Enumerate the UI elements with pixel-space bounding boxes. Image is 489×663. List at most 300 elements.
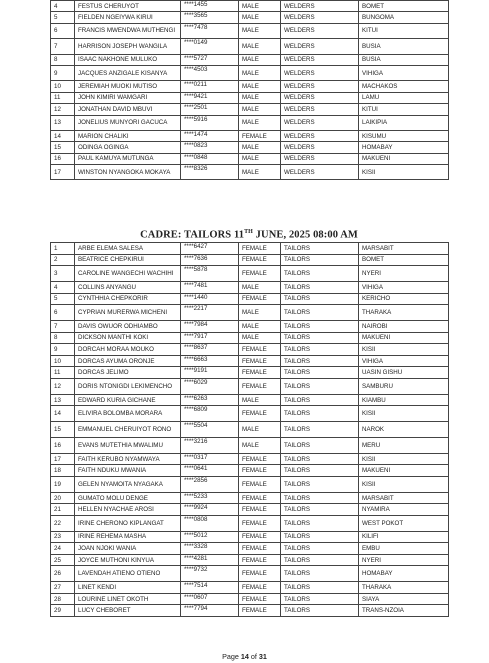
id-number-cell: ****7794 (181, 605, 239, 617)
applicant-name-cell: JEREMIAH MUOKI MUTISO (75, 81, 181, 92)
county-cell: KISII (359, 165, 449, 180)
row-number-cell: 10 (51, 355, 75, 367)
gender-cell: FEMALE (239, 130, 281, 141)
county-cell: BUSIA (359, 54, 449, 65)
county-cell: VIHIGA (359, 281, 449, 293)
applicant-name-cell: ELIVIRA BOLOMBA MORARA (75, 406, 181, 422)
row-number-cell: 4 (51, 1, 75, 12)
id-number-cell: ****2501 (181, 104, 239, 115)
table-row (51, 305, 449, 321)
gender-cell: MALE (239, 165, 281, 180)
table-row (51, 266, 449, 282)
table-row (51, 344, 449, 356)
table-row (51, 130, 449, 141)
trade-cell: TAILORS (281, 593, 359, 605)
county-cell: SIAYA (359, 593, 449, 605)
id-number-cell: ****0607 (181, 593, 239, 605)
row-number-cell: 12 (51, 104, 75, 115)
id-number-cell: ****7478 (181, 23, 239, 38)
trade-cell: WELDERS (281, 1, 359, 12)
table-row (51, 492, 449, 504)
applicant-name-cell: DORIS NTONIGDI LEKIMENCHO (75, 378, 181, 394)
page-total: 31 (258, 652, 267, 661)
table-row (51, 243, 449, 255)
id-number-cell: ****3328 (181, 543, 239, 555)
gender-cell: FEMALE (239, 476, 281, 492)
trade-cell: WELDERS (281, 54, 359, 65)
county-cell: HOMABAY (359, 566, 449, 582)
applicant-name-cell: PAUL KAMUYA MUTUNGA (75, 153, 181, 164)
applicant-name-cell: FRANCIS MWENDWA MUTHENGI (75, 23, 181, 38)
id-number-cell: ****7514 (181, 582, 239, 594)
id-number-cell: ****8637 (181, 344, 239, 356)
trade-cell: WELDERS (281, 23, 359, 38)
trade-cell: WELDERS (281, 153, 359, 164)
table-row (51, 142, 449, 153)
applicant-name-cell: EDWARD KURIA GICHANE (75, 394, 181, 406)
id-number-cell: ****4281 (181, 554, 239, 566)
table-row (51, 437, 449, 453)
id-number-cell: ****5878 (181, 266, 239, 282)
applicant-name-cell: HELLEN NYACHAE AROSI (75, 504, 181, 516)
gender-cell: FEMALE (239, 554, 281, 566)
row-number-cell: 29 (51, 605, 75, 617)
county-cell: MERU (359, 437, 449, 453)
table-row (51, 422, 449, 438)
id-number-cell: ****3565 (181, 12, 239, 23)
county-cell: KIAMBU (359, 394, 449, 406)
table-row (51, 281, 449, 293)
gender-cell: MALE (239, 12, 281, 23)
id-number-cell: ****6809 (181, 406, 239, 422)
county-cell: THARAKA (359, 305, 449, 321)
trade-cell: TAILORS (281, 367, 359, 379)
row-number-cell: 20 (51, 492, 75, 504)
table-row (51, 115, 449, 130)
trade-cell: TAILORS (281, 437, 359, 453)
table-row (51, 104, 449, 115)
id-number-cell: ****9924 (181, 504, 239, 516)
county-cell: BOMET (359, 1, 449, 12)
id-number-cell: ****5727 (181, 54, 239, 65)
applicant-name-cell: CYNTHHIA CHEPKORIR (75, 293, 181, 305)
gender-cell: FEMALE (239, 492, 281, 504)
table-row (51, 153, 449, 164)
applicant-name-cell: JONATHAN DAVID MBUVI (75, 104, 181, 115)
applicant-name-cell: JOAN NJOKI WANIA (75, 543, 181, 555)
county-cell: UASIN GISHU (359, 367, 449, 379)
gender-cell: MALE (239, 54, 281, 65)
trade-cell: TAILORS (281, 453, 359, 465)
row-number-cell: 12 (51, 378, 75, 394)
table-row (51, 531, 449, 543)
gender-cell: FEMALE (239, 293, 281, 305)
id-number-cell: ****0149 (181, 39, 239, 54)
applicant-name-cell: DORCAS JELIMO (75, 367, 181, 379)
gender-cell: FEMALE (239, 531, 281, 543)
id-number-cell: ****4503 (181, 65, 239, 80)
trade-cell: TAILORS (281, 254, 359, 266)
applicant-name-cell: DICKSON MANTHI KOKI (75, 332, 181, 344)
table-row (51, 394, 449, 406)
gender-cell: FEMALE (239, 504, 281, 516)
id-number-cell: ****7481 (181, 281, 239, 293)
id-number-cell: ****6663 (181, 355, 239, 367)
row-number-cell: 11 (51, 92, 75, 103)
county-cell: KILIFI (359, 531, 449, 543)
gender-cell: MALE (239, 437, 281, 453)
tailors-table (50, 242, 449, 617)
row-number-cell: 3 (51, 266, 75, 282)
gender-cell: FEMALE (239, 566, 281, 582)
row-number-cell: 7 (51, 320, 75, 332)
county-cell: MAKUENI (359, 465, 449, 477)
table-row (51, 39, 449, 54)
row-number-cell: 5 (51, 12, 75, 23)
id-number-cell: ****5504 (181, 422, 239, 438)
row-number-cell: 7 (51, 39, 75, 54)
trade-cell: TAILORS (281, 293, 359, 305)
applicant-name-cell: JOHN KIMIRI WAMGARI (75, 92, 181, 103)
county-cell: KISUMU (359, 130, 449, 141)
trade-cell: TAILORS (281, 582, 359, 594)
row-number-cell: 16 (51, 437, 75, 453)
table-row (51, 254, 449, 266)
table-row (51, 92, 449, 103)
table-row (51, 378, 449, 394)
county-cell: KITUI (359, 104, 449, 115)
gender-cell: MALE (239, 1, 281, 12)
trade-cell: TAILORS (281, 566, 359, 582)
applicant-name-cell: COLLINS ANYANGU (75, 281, 181, 293)
row-number-cell: 8 (51, 332, 75, 344)
applicant-name-cell: GUMATO MOLU DENGE (75, 492, 181, 504)
row-number-cell: 17 (51, 453, 75, 465)
gender-cell: FEMALE (239, 543, 281, 555)
county-cell: EMBU (359, 543, 449, 555)
gender-cell: FEMALE (239, 605, 281, 617)
row-number-cell: 23 (51, 531, 75, 543)
row-number-cell: 5 (51, 293, 75, 305)
id-number-cell: ****6263 (181, 394, 239, 406)
applicant-name-cell: WINSTON NYANGOKA MOKAYA (75, 165, 181, 180)
id-number-cell: ****5916 (181, 115, 239, 130)
id-number-cell: ****9732 (181, 566, 239, 582)
county-cell: NYERI (359, 266, 449, 282)
row-number-cell: 6 (51, 305, 75, 321)
welders-table (50, 0, 449, 180)
id-number-cell: ****5012 (181, 531, 239, 543)
gender-cell: FEMALE (239, 367, 281, 379)
table-row (51, 566, 449, 582)
county-cell: SAMBURU (359, 378, 449, 394)
trade-cell: TAILORS (281, 305, 359, 321)
row-number-cell: 13 (51, 394, 75, 406)
trade-cell: WELDERS (281, 142, 359, 153)
applicant-name-cell: LAVENDAH ATIENO OTIENO (75, 566, 181, 582)
table-row (51, 320, 449, 332)
trade-cell: WELDERS (281, 165, 359, 180)
table-row (51, 332, 449, 344)
table-row (51, 515, 449, 531)
id-number-cell: ****8326 (181, 165, 239, 180)
row-number-cell: 15 (51, 142, 75, 153)
applicant-name-cell: MARION CHALIKI (75, 130, 181, 141)
trade-cell: TAILORS (281, 344, 359, 356)
gender-cell: MALE (239, 332, 281, 344)
county-cell: BOMET (359, 254, 449, 266)
row-number-cell: 27 (51, 582, 75, 594)
row-number-cell: 24 (51, 543, 75, 555)
county-cell: BUSIA (359, 39, 449, 54)
county-cell: BUNGOMA (359, 12, 449, 23)
row-number-cell: 14 (51, 130, 75, 141)
trade-cell: WELDERS (281, 12, 359, 23)
gender-cell: MALE (239, 104, 281, 115)
id-number-cell: ****9191 (181, 367, 239, 379)
cadre-heading (50, 229, 448, 241)
trade-cell: WELDERS (281, 104, 359, 115)
table-row (51, 65, 449, 80)
county-cell: VIHIGA (359, 355, 449, 367)
trade-cell: TAILORS (281, 355, 359, 367)
trade-cell: TAILORS (281, 543, 359, 555)
county-cell: TRANS-NZOIA (359, 605, 449, 617)
trade-cell: TAILORS (281, 531, 359, 543)
county-cell: THARAKA (359, 582, 449, 594)
table-row (51, 355, 449, 367)
id-number-cell: ****0317 (181, 453, 239, 465)
gender-cell: MALE (239, 39, 281, 54)
county-cell: MAKUENI (359, 332, 449, 344)
applicant-name-cell: FAITH NDUKU MWANIA (75, 465, 181, 477)
trade-cell: TAILORS (281, 465, 359, 477)
applicant-name-cell: DORCAH MORAA MOUKO (75, 344, 181, 356)
id-number-cell: ****3216 (181, 437, 239, 453)
table-row (51, 605, 449, 617)
trade-cell: TAILORS (281, 476, 359, 492)
table-row (51, 81, 449, 92)
trade-cell: WELDERS (281, 65, 359, 80)
trade-cell: TAILORS (281, 515, 359, 531)
applicant-name-cell: FAITH KERUBO NYAMWAYA (75, 453, 181, 465)
gender-cell: FEMALE (239, 243, 281, 255)
gender-cell: FEMALE (239, 465, 281, 477)
trade-cell: TAILORS (281, 320, 359, 332)
table-row (51, 582, 449, 594)
table-row (51, 367, 449, 379)
table-row (51, 465, 449, 477)
county-cell: NAROK (359, 422, 449, 438)
gender-cell: FEMALE (239, 453, 281, 465)
table-row (51, 406, 449, 422)
gender-cell: FEMALE (239, 593, 281, 605)
page-footer (0, 652, 489, 661)
county-cell: KISII (359, 344, 449, 356)
id-number-cell: ****0808 (181, 515, 239, 531)
cadre-heading-prefix: CADRE: TAILORS 11 (140, 229, 245, 241)
county-cell: MAKUENI (359, 153, 449, 164)
trade-cell: TAILORS (281, 394, 359, 406)
cadre-heading-sup: TH (244, 229, 253, 235)
gender-cell: MALE (239, 115, 281, 130)
gender-cell: MALE (239, 65, 281, 80)
applicant-name-cell: IRINE CHERONO KIPLANGAT (75, 515, 181, 531)
footer-prefix: Page (222, 652, 241, 661)
applicant-name-cell: EVANS MUTETHIA MWALIMU (75, 437, 181, 453)
county-cell: NYERI (359, 554, 449, 566)
trade-cell: TAILORS (281, 378, 359, 394)
row-number-cell: 19 (51, 476, 75, 492)
id-number-cell: ****9421 (181, 92, 239, 103)
table-row (51, 293, 449, 305)
trade-cell: TAILORS (281, 554, 359, 566)
county-cell: KISII (359, 476, 449, 492)
applicant-name-cell: ARBE ELEMA SALESA (75, 243, 181, 255)
applicant-name-cell: DAVIS OWUOR ODHIAMBO (75, 320, 181, 332)
trade-cell: TAILORS (281, 332, 359, 344)
id-number-cell: ****6029 (181, 378, 239, 394)
table-row (51, 554, 449, 566)
row-number-cell: 15 (51, 422, 75, 438)
table-row (51, 1, 449, 12)
trade-cell: TAILORS (281, 406, 359, 422)
id-number-cell: ****7984 (181, 320, 239, 332)
table-row (51, 453, 449, 465)
county-cell: NYAMIRA (359, 504, 449, 516)
applicant-name-cell: BEATRICE CHEPKIRUI (75, 254, 181, 266)
row-number-cell: 4 (51, 281, 75, 293)
trade-cell: WELDERS (281, 39, 359, 54)
applicant-name-cell: CAROLINE WANGECHI WACHIHI (75, 266, 181, 282)
gender-cell: MALE (239, 92, 281, 103)
county-cell: WEST POKOT (359, 515, 449, 531)
page-number: 14 (240, 652, 249, 661)
row-number-cell: 22 (51, 515, 75, 531)
row-number-cell: 18 (51, 465, 75, 477)
id-number-cell: ****6427 (181, 243, 239, 255)
id-number-cell: ****2217 (181, 305, 239, 321)
id-number-cell: ****0211 (181, 81, 239, 92)
row-number-cell: 8 (51, 54, 75, 65)
gender-cell: FEMALE (239, 344, 281, 356)
trade-cell: TAILORS (281, 422, 359, 438)
gender-cell: MALE (239, 305, 281, 321)
id-number-cell: ****1440 (181, 293, 239, 305)
row-number-cell: 6 (51, 23, 75, 38)
row-number-cell: 17 (51, 165, 75, 180)
id-number-cell: ****2856 (181, 476, 239, 492)
gender-cell: FEMALE (239, 582, 281, 594)
trade-cell: TAILORS (281, 281, 359, 293)
table-row (51, 12, 449, 23)
gender-cell: MALE (239, 81, 281, 92)
applicant-name-cell: LUCY CHEBORET (75, 605, 181, 617)
county-cell: LAMU (359, 92, 449, 103)
county-cell: MARSABIT (359, 492, 449, 504)
row-number-cell: 2 (51, 254, 75, 266)
trade-cell: TAILORS (281, 492, 359, 504)
gender-cell: FEMALE (239, 515, 281, 531)
row-number-cell: 1 (51, 243, 75, 255)
county-cell: KISII (359, 453, 449, 465)
trade-cell: WELDERS (281, 130, 359, 141)
id-number-cell: ****0848 (181, 153, 239, 164)
applicant-name-cell: GELEN NYAMOITA NYAGAKA (75, 476, 181, 492)
table-row (51, 165, 449, 180)
row-number-cell: 9 (51, 65, 75, 80)
applicant-name-cell: FESTUS CHERUYOT (75, 1, 181, 12)
county-cell: MARSABIT (359, 243, 449, 255)
applicant-name-cell: DORCAS AYUMA ORONJE (75, 355, 181, 367)
id-number-cell: ****7917 (181, 332, 239, 344)
gender-cell: FEMALE (239, 378, 281, 394)
row-number-cell: 13 (51, 115, 75, 130)
row-number-cell: 28 (51, 593, 75, 605)
county-cell: NAIROBI (359, 320, 449, 332)
trade-cell: TAILORS (281, 504, 359, 516)
trade-cell: WELDERS (281, 115, 359, 130)
cadre-heading-suffix: JUNE, 2025 08:00 AM (252, 229, 358, 241)
id-number-cell: ****1455 (181, 1, 239, 12)
county-cell: LAIKIPIA (359, 115, 449, 130)
applicant-name-cell: ODINGA OGINGA (75, 142, 181, 153)
row-number-cell: 16 (51, 153, 75, 164)
row-number-cell: 21 (51, 504, 75, 516)
trade-cell: TAILORS (281, 243, 359, 255)
id-number-cell: ****0641 (181, 465, 239, 477)
applicant-name-cell: JOYCE MUTHONI KINYUA (75, 554, 181, 566)
applicant-name-cell: JONELIUS MUNYORI GACUCA (75, 115, 181, 130)
table-row (51, 504, 449, 516)
row-number-cell: 11 (51, 367, 75, 379)
id-number-cell: ****0823 (181, 142, 239, 153)
applicant-name-cell: CYPRIAN MURERWA MICHENI (75, 305, 181, 321)
table-row (51, 593, 449, 605)
gender-cell: MALE (239, 394, 281, 406)
id-number-cell: ****7636 (181, 254, 239, 266)
trade-cell: WELDERS (281, 81, 359, 92)
table-row (51, 54, 449, 65)
trade-cell: TAILORS (281, 266, 359, 282)
footer-of: of (248, 652, 259, 661)
gender-cell: FEMALE (239, 355, 281, 367)
applicant-name-cell: FIELDEN NGEIYWA KIRUI (75, 12, 181, 23)
table-row (51, 543, 449, 555)
gender-cell: MALE (239, 153, 281, 164)
gender-cell: FEMALE (239, 406, 281, 422)
table-row (51, 476, 449, 492)
row-number-cell: 9 (51, 344, 75, 356)
row-number-cell: 14 (51, 406, 75, 422)
table-row (51, 23, 449, 38)
applicant-name-cell: LINET KENDI (75, 582, 181, 594)
county-cell: KITUI (359, 23, 449, 38)
trade-cell: WELDERS (281, 92, 359, 103)
applicant-name-cell: ISAAC NAKHONE MULUKO (75, 54, 181, 65)
applicant-name-cell: JACQUES ANZIGALE KISANYA (75, 65, 181, 80)
applicant-name-cell: HARRISON JOSEPH WANGILA (75, 39, 181, 54)
row-number-cell: 25 (51, 554, 75, 566)
row-number-cell: 10 (51, 81, 75, 92)
applicant-name-cell: IRINE REHEMA MASHA (75, 531, 181, 543)
gender-cell: MALE (239, 320, 281, 332)
trade-cell: TAILORS (281, 605, 359, 617)
gender-cell: FEMALE (239, 266, 281, 282)
county-cell: KERICHO (359, 293, 449, 305)
applicant-name-cell: EMMANUEL CHERUIYOT RONO (75, 422, 181, 438)
county-cell: KISII (359, 406, 449, 422)
